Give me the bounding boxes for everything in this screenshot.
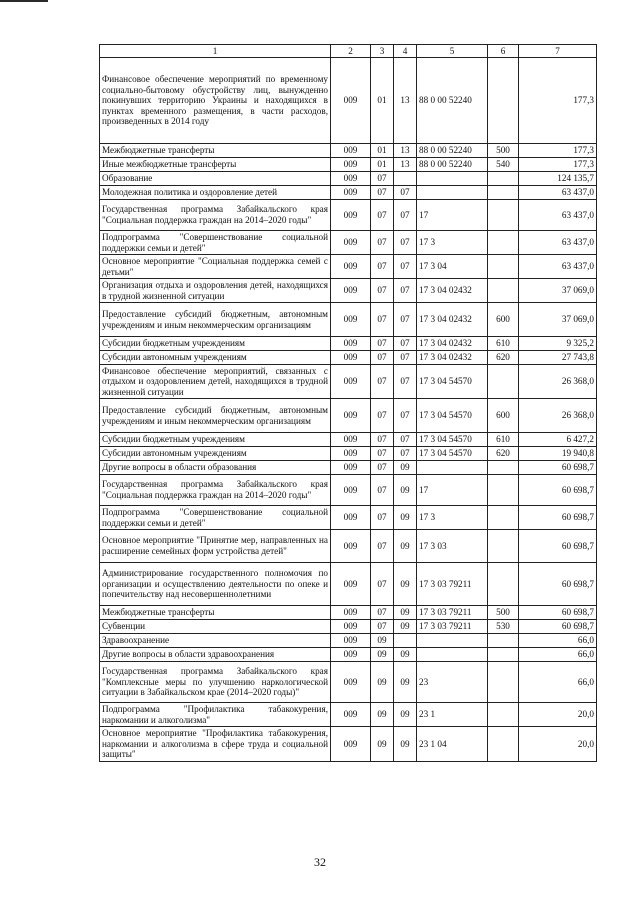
row-c5-cell: 17 3 04 54570 bbox=[417, 447, 488, 461]
row-c2-cell: 009 bbox=[331, 144, 371, 158]
table-row bbox=[100, 727, 597, 762]
row-name-cell: Государственная программа Забайкальского края "Социальная поддержка граждан на 2014–2020 годы" bbox=[100, 200, 331, 231]
table-row bbox=[100, 337, 597, 351]
row-c3-cell: 09 bbox=[371, 703, 394, 727]
col-header-1: 1 bbox=[100, 45, 331, 58]
row-c6-cell bbox=[488, 255, 519, 279]
row-c4-cell: 09 bbox=[394, 475, 417, 506]
row-c5-cell: 17 3 04 54570 bbox=[417, 365, 488, 399]
row-c4-cell: 07 bbox=[394, 365, 417, 399]
row-c4-cell: 07 bbox=[394, 433, 417, 447]
row-c5-cell bbox=[417, 186, 488, 200]
row-c4-cell: 09 bbox=[394, 648, 417, 662]
row-c7-cell: 37 069,0 bbox=[519, 303, 597, 337]
col-header-6: 6 bbox=[488, 45, 519, 58]
row-c6-cell bbox=[488, 186, 519, 200]
col-header-3: 3 bbox=[371, 45, 394, 58]
row-c3-cell: 07 bbox=[371, 563, 394, 606]
row-c2-cell: 009 bbox=[331, 279, 371, 303]
row-c6-cell bbox=[488, 461, 519, 475]
row-c4-cell bbox=[394, 634, 417, 648]
row-c2-cell: 009 bbox=[331, 351, 371, 365]
row-c7-cell: 60 698,7 bbox=[519, 461, 597, 475]
row-c6-cell bbox=[488, 662, 519, 703]
row-c4-cell: 09 bbox=[394, 606, 417, 620]
row-c4-cell: 09 bbox=[394, 506, 417, 530]
row-c2-cell: 009 bbox=[331, 634, 371, 648]
row-c3-cell: 07 bbox=[371, 172, 394, 186]
row-name-cell: Организация отдыха и оздоровления детей, находящихся в трудной жизненной ситуации bbox=[100, 279, 331, 303]
row-c3-cell: 07 bbox=[371, 231, 394, 255]
row-c7-cell: 63 437,0 bbox=[519, 231, 597, 255]
row-name-cell: Основное мероприятие "Принятие мер, направленных на расширение семейных форм устройства детей" bbox=[100, 530, 331, 563]
row-c5-cell: 88 0 00 52240 bbox=[417, 58, 488, 144]
row-c3-cell: 07 bbox=[371, 200, 394, 231]
row-c4-cell: 07 bbox=[394, 447, 417, 461]
row-c4-cell: 07 bbox=[394, 255, 417, 279]
row-c5-cell bbox=[417, 461, 488, 475]
row-c6-cell bbox=[488, 563, 519, 606]
row-c7-cell: 9 325,2 bbox=[519, 337, 597, 351]
row-name-cell: Другие вопросы в области образования bbox=[100, 461, 331, 475]
row-c5-cell bbox=[417, 648, 488, 662]
row-c6-cell bbox=[488, 475, 519, 506]
table-row bbox=[100, 172, 597, 186]
row-name-cell: Основное мероприятие "Профилактика табакокурения, наркомании и алкоголизма в сфере труда и социальной защиты" bbox=[100, 727, 331, 762]
row-c6-cell: 610 bbox=[488, 433, 519, 447]
row-c4-cell: 09 bbox=[394, 662, 417, 703]
row-c6-cell: 600 bbox=[488, 399, 519, 433]
row-c2-cell: 009 bbox=[331, 303, 371, 337]
row-c7-cell: 20,0 bbox=[519, 727, 597, 762]
row-c7-cell: 37 069,0 bbox=[519, 279, 597, 303]
row-c7-cell: 6 427,2 bbox=[519, 433, 597, 447]
row-c5-cell: 88 0 00 52240 bbox=[417, 144, 488, 158]
row-c2-cell: 009 bbox=[331, 433, 371, 447]
table-row bbox=[100, 58, 597, 144]
row-name-cell: Субсидии бюджетным учреждениям bbox=[100, 337, 331, 351]
row-c5-cell: 17 3 04 54570 bbox=[417, 399, 488, 433]
row-c3-cell: 01 bbox=[371, 58, 394, 144]
table-row bbox=[100, 506, 597, 530]
table-row bbox=[100, 461, 597, 475]
row-c2-cell: 009 bbox=[331, 172, 371, 186]
row-c7-cell: 63 437,0 bbox=[519, 255, 597, 279]
row-c4-cell: 07 bbox=[394, 200, 417, 231]
row-c6-cell bbox=[488, 530, 519, 563]
row-name-cell: Субвенции bbox=[100, 620, 331, 634]
col-header-5: 5 bbox=[417, 45, 488, 58]
row-name-cell: Иные межбюджетные трансферты bbox=[100, 158, 331, 172]
row-c6-cell bbox=[488, 634, 519, 648]
row-c4-cell: 09 bbox=[394, 727, 417, 762]
row-c6-cell bbox=[488, 365, 519, 399]
row-c6-cell: 620 bbox=[488, 351, 519, 365]
row-c3-cell: 09 bbox=[371, 727, 394, 762]
budget-table bbox=[99, 44, 597, 762]
row-c3-cell: 07 bbox=[371, 186, 394, 200]
row-c4-cell: 07 bbox=[394, 186, 417, 200]
row-c2-cell: 009 bbox=[331, 186, 371, 200]
row-c2-cell: 009 bbox=[331, 447, 371, 461]
row-c2-cell: 009 bbox=[331, 606, 371, 620]
row-c7-cell: 19 940,8 bbox=[519, 447, 597, 461]
row-c3-cell: 07 bbox=[371, 530, 394, 563]
row-c5-cell: 17 3 04 bbox=[417, 255, 488, 279]
row-c5-cell: 17 bbox=[417, 200, 488, 231]
row-name-cell: Государственная программа Забайкальского края "Социальная поддержка граждан на 2014–2020 годы" bbox=[100, 475, 331, 506]
row-c5-cell: 23 1 04 bbox=[417, 727, 488, 762]
row-name-cell: Субсидии автономным учреждениям bbox=[100, 447, 331, 461]
table-row bbox=[100, 648, 597, 662]
row-c6-cell bbox=[488, 703, 519, 727]
row-c3-cell: 07 bbox=[371, 606, 394, 620]
row-c3-cell: 07 bbox=[371, 303, 394, 337]
row-name-cell: Межбюджетные трансферты bbox=[100, 606, 331, 620]
row-c4-cell: 13 bbox=[394, 158, 417, 172]
row-c7-cell: 60 698,7 bbox=[519, 506, 597, 530]
row-c2-cell: 009 bbox=[331, 255, 371, 279]
row-c7-cell: 60 698,7 bbox=[519, 475, 597, 506]
row-c7-cell: 26 368,0 bbox=[519, 365, 597, 399]
row-c2-cell: 009 bbox=[331, 648, 371, 662]
row-name-cell: Субсидии автономным учреждениям bbox=[100, 351, 331, 365]
row-c3-cell: 07 bbox=[371, 447, 394, 461]
row-c7-cell: 60 698,7 bbox=[519, 530, 597, 563]
row-c6-cell: 540 bbox=[488, 158, 519, 172]
table-row bbox=[100, 606, 597, 620]
row-name-cell: Предоставление субсидий бюджетным, автономным учреждениям и иным некоммерческим организациям bbox=[100, 303, 331, 337]
row-c3-cell: 07 bbox=[371, 475, 394, 506]
row-c2-cell: 009 bbox=[331, 703, 371, 727]
row-c7-cell: 60 698,7 bbox=[519, 606, 597, 620]
row-c6-cell: 500 bbox=[488, 144, 519, 158]
col-header-4: 4 bbox=[394, 45, 417, 58]
row-name-cell: Основное мероприятие "Социальная поддержка семей с детьми" bbox=[100, 255, 331, 279]
row-c5-cell: 17 3 04 02432 bbox=[417, 279, 488, 303]
row-c2-cell: 009 bbox=[331, 58, 371, 144]
row-c4-cell: 07 bbox=[394, 231, 417, 255]
row-c2-cell: 009 bbox=[331, 337, 371, 351]
row-c6-cell: 620 bbox=[488, 447, 519, 461]
row-c6-cell bbox=[488, 648, 519, 662]
row-c4-cell: 13 bbox=[394, 144, 417, 158]
row-c7-cell: 60 698,7 bbox=[519, 620, 597, 634]
row-c2-cell: 009 bbox=[331, 662, 371, 703]
row-c6-cell: 530 bbox=[488, 620, 519, 634]
row-c6-cell bbox=[488, 727, 519, 762]
header-row bbox=[100, 45, 597, 58]
row-c6-cell: 600 bbox=[488, 303, 519, 337]
row-c3-cell: 01 bbox=[371, 144, 394, 158]
table-row bbox=[100, 279, 597, 303]
table-row bbox=[100, 634, 597, 648]
row-c2-cell: 009 bbox=[331, 365, 371, 399]
row-c4-cell: 09 bbox=[394, 703, 417, 727]
table-row bbox=[100, 158, 597, 172]
row-name-cell: Межбюджетные трансферты bbox=[100, 144, 331, 158]
row-name-cell: Здравоохранение bbox=[100, 634, 331, 648]
row-c6-cell bbox=[488, 506, 519, 530]
row-c4-cell: 09 bbox=[394, 563, 417, 606]
row-c3-cell: 09 bbox=[371, 634, 394, 648]
table-row bbox=[100, 144, 597, 158]
table-row bbox=[100, 351, 597, 365]
row-c5-cell: 17 3 04 02432 bbox=[417, 351, 488, 365]
row-c5-cell: 17 3 bbox=[417, 506, 488, 530]
row-c7-cell: 177,3 bbox=[519, 158, 597, 172]
row-c3-cell: 07 bbox=[371, 461, 394, 475]
row-c2-cell: 009 bbox=[331, 506, 371, 530]
row-c6-cell bbox=[488, 279, 519, 303]
row-c2-cell: 009 bbox=[331, 727, 371, 762]
row-c3-cell: 07 bbox=[371, 337, 394, 351]
row-c7-cell: 66,0 bbox=[519, 662, 597, 703]
row-name-cell: Финансовое обеспечение мероприятий, связанных с отдыхом и оздоровлением детей, находящихся в трудной жизненной ситуации bbox=[100, 365, 331, 399]
row-c4-cell: 07 bbox=[394, 337, 417, 351]
row-name-cell: Подпрограмма "Совершенствование социальной поддержки семьи и детей" bbox=[100, 231, 331, 255]
row-c5-cell: 88 0 00 52240 bbox=[417, 158, 488, 172]
row-c2-cell: 009 bbox=[331, 563, 371, 606]
row-c3-cell: 07 bbox=[371, 620, 394, 634]
row-c6-cell bbox=[488, 200, 519, 231]
row-c6-cell bbox=[488, 58, 519, 144]
row-c3-cell: 07 bbox=[371, 506, 394, 530]
table-row bbox=[100, 200, 597, 231]
row-c3-cell: 07 bbox=[371, 433, 394, 447]
row-name-cell: Государственная программа Забайкальского края "Комплексные меры по улучшению наркологической ситуации в Забайкальском крае (2014–2020 годы)" bbox=[100, 662, 331, 703]
row-c4-cell: 07 bbox=[394, 303, 417, 337]
row-c4-cell bbox=[394, 172, 417, 186]
row-c7-cell: 66,0 bbox=[519, 634, 597, 648]
row-name-cell: Финансовое обеспечение мероприятий по временному социально-бытовому обустройству лиц, вынужденно покинувших территорию Украины и находящихся в пунктах временного размещения, в части расходов, произведенных в 2014 году bbox=[100, 58, 331, 144]
row-c7-cell: 177,3 bbox=[519, 144, 597, 158]
table-row bbox=[100, 530, 597, 563]
table-row bbox=[100, 433, 597, 447]
row-c4-cell: 09 bbox=[394, 620, 417, 634]
table-row bbox=[100, 255, 597, 279]
page-number: 32 bbox=[314, 855, 326, 869]
row-c5-cell: 17 3 04 02432 bbox=[417, 303, 488, 337]
table-row bbox=[100, 447, 597, 461]
row-c2-cell: 009 bbox=[331, 200, 371, 231]
row-c4-cell: 07 bbox=[394, 351, 417, 365]
row-c5-cell bbox=[417, 172, 488, 186]
row-name-cell: Подпрограмма "Профилактика табакокурения, наркомании и алкоголизма" bbox=[100, 703, 331, 727]
row-c6-cell bbox=[488, 231, 519, 255]
row-c5-cell: 23 1 bbox=[417, 703, 488, 727]
row-c2-cell: 009 bbox=[331, 461, 371, 475]
table-row bbox=[100, 475, 597, 506]
row-name-cell: Другие вопросы в области здравоохранения bbox=[100, 648, 331, 662]
row-c5-cell: 17 3 04 54570 bbox=[417, 433, 488, 447]
row-c2-cell: 009 bbox=[331, 475, 371, 506]
row-c5-cell: 17 3 03 79211 bbox=[417, 563, 488, 606]
row-c2-cell: 009 bbox=[331, 620, 371, 634]
row-name-cell: Образование bbox=[100, 172, 331, 186]
row-name-cell: Молодежная политика и оздоровление детей bbox=[100, 186, 331, 200]
row-c4-cell: 09 bbox=[394, 461, 417, 475]
row-c7-cell: 20,0 bbox=[519, 703, 597, 727]
row-c5-cell: 17 3 03 bbox=[417, 530, 488, 563]
row-c7-cell: 27 743,8 bbox=[519, 351, 597, 365]
row-c5-cell: 17 bbox=[417, 475, 488, 506]
top-edge-bar bbox=[0, 0, 48, 2]
row-c7-cell: 26 368,0 bbox=[519, 399, 597, 433]
row-c3-cell: 07 bbox=[371, 399, 394, 433]
row-c5-cell bbox=[417, 634, 488, 648]
row-name-cell: Подпрограмма "Совершенствование социальной поддержки семьи и детей" bbox=[100, 506, 331, 530]
row-c4-cell: 09 bbox=[394, 530, 417, 563]
row-c2-cell: 009 bbox=[331, 399, 371, 433]
row-c3-cell: 07 bbox=[371, 255, 394, 279]
row-c7-cell: 63 437,0 bbox=[519, 186, 597, 200]
row-c6-cell: 500 bbox=[488, 606, 519, 620]
row-c2-cell: 009 bbox=[331, 158, 371, 172]
row-c3-cell: 01 bbox=[371, 158, 394, 172]
col-header-2: 2 bbox=[331, 45, 371, 58]
col-header-7: 7 bbox=[519, 45, 597, 58]
row-name-cell: Предоставление субсидий бюджетным, автономным учреждениям и иным некоммерческим организациям bbox=[100, 399, 331, 433]
row-c7-cell: 63 437,0 bbox=[519, 200, 597, 231]
row-c7-cell: 124 135,7 bbox=[519, 172, 597, 186]
row-c6-cell bbox=[488, 172, 519, 186]
table-row bbox=[100, 303, 597, 337]
row-c7-cell: 66,0 bbox=[519, 648, 597, 662]
table-row bbox=[100, 620, 597, 634]
row-c2-cell: 009 bbox=[331, 530, 371, 563]
row-c3-cell: 09 bbox=[371, 662, 394, 703]
row-c5-cell: 17 3 03 79211 bbox=[417, 620, 488, 634]
row-c4-cell: 07 bbox=[394, 279, 417, 303]
row-c3-cell: 07 bbox=[371, 365, 394, 399]
table-row bbox=[100, 662, 597, 703]
table-row bbox=[100, 703, 597, 727]
row-c3-cell: 07 bbox=[371, 351, 394, 365]
table-row bbox=[100, 186, 597, 200]
table-row bbox=[100, 399, 597, 433]
table-row bbox=[100, 231, 597, 255]
row-c3-cell: 07 bbox=[371, 279, 394, 303]
row-c4-cell: 13 bbox=[394, 58, 417, 144]
row-c7-cell: 177,3 bbox=[519, 58, 597, 144]
row-name-cell: Администрирование государственного полномочия по организации и осуществлению деятельности по опеке и попечительству над несовершеннолетними bbox=[100, 563, 331, 606]
row-c2-cell: 009 bbox=[331, 231, 371, 255]
row-c4-cell: 07 bbox=[394, 399, 417, 433]
row-name-cell: Субсидии бюджетным учреждениям bbox=[100, 433, 331, 447]
row-c6-cell: 610 bbox=[488, 337, 519, 351]
table-row bbox=[100, 365, 597, 399]
row-c3-cell: 09 bbox=[371, 648, 394, 662]
table-row bbox=[100, 563, 597, 606]
row-c5-cell: 17 3 bbox=[417, 231, 488, 255]
row-c5-cell: 17 3 03 79211 bbox=[417, 606, 488, 620]
row-c5-cell: 23 bbox=[417, 662, 488, 703]
row-c7-cell: 60 698,7 bbox=[519, 563, 597, 606]
row-c5-cell: 17 3 04 02432 bbox=[417, 337, 488, 351]
